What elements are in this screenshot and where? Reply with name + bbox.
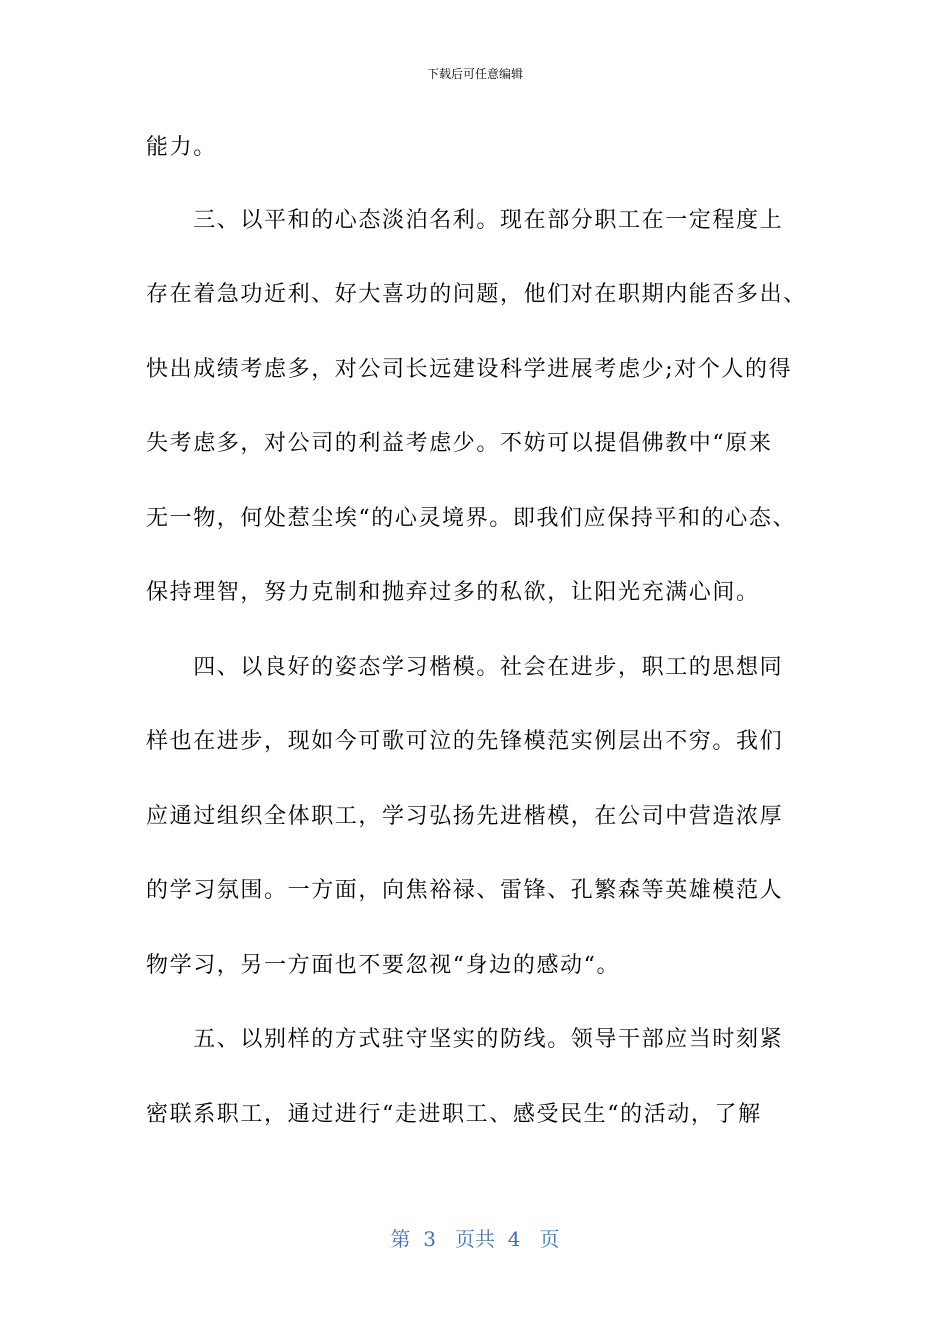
body-line-3: 存在着急功近利、好大喜功的问题，他们对在职期内能否多出、	[146, 282, 807, 307]
body-line-5: 失考虑多，对公司的利益考虑少。不妨可以提倡佛教中“原来	[146, 431, 773, 456]
page-number-footer: 第 3 页共 4 页	[390, 1227, 560, 1251]
body-line-4: 快出成绩考虑多，对公司长远建设科学进展考虑少;对个人的得	[146, 357, 793, 382]
body-line-7: 保持理智，努力克制和抛弃过多的私欲，让阳光充满心间。	[146, 580, 760, 605]
body-line-10: 应通过组织全体职工，学习弘扬先进楷模，在公司中营造浓厚	[146, 804, 784, 829]
body-line-12: 物学习，另一方面也不要忽视“身边的感动“。	[146, 953, 621, 978]
body-line-11: 的学习氛围。一方面，向焦裕禄、雷锋、孔繁森等英雄模范人	[146, 878, 784, 903]
body-line-2: 三、以平和的心态淡泊名利。现在部分职工在一定程度上	[146, 208, 784, 233]
body-line-8: 四、以良好的姿态学习楷模。社会在进步，职工的思想同	[146, 655, 784, 680]
body-line-1: 能力。	[146, 135, 217, 160]
body-line-13: 五、以别样的方式驻守坚实的防线。领导干部应当时刻紧	[146, 1027, 784, 1052]
header-note: 下载后可任意编辑	[426, 67, 523, 81]
body-line-9: 样也在进步，现如今可歌可泣的先锋模范实例层出不穷。我们	[146, 729, 784, 754]
body-line-6: 无一物，何处惹尘埃“的心灵境界。即我们应保持平和的心态、	[146, 506, 797, 531]
body-line-14: 密联系职工，通过进行“走进职工、感受民生“的活动，了解	[146, 1102, 762, 1127]
